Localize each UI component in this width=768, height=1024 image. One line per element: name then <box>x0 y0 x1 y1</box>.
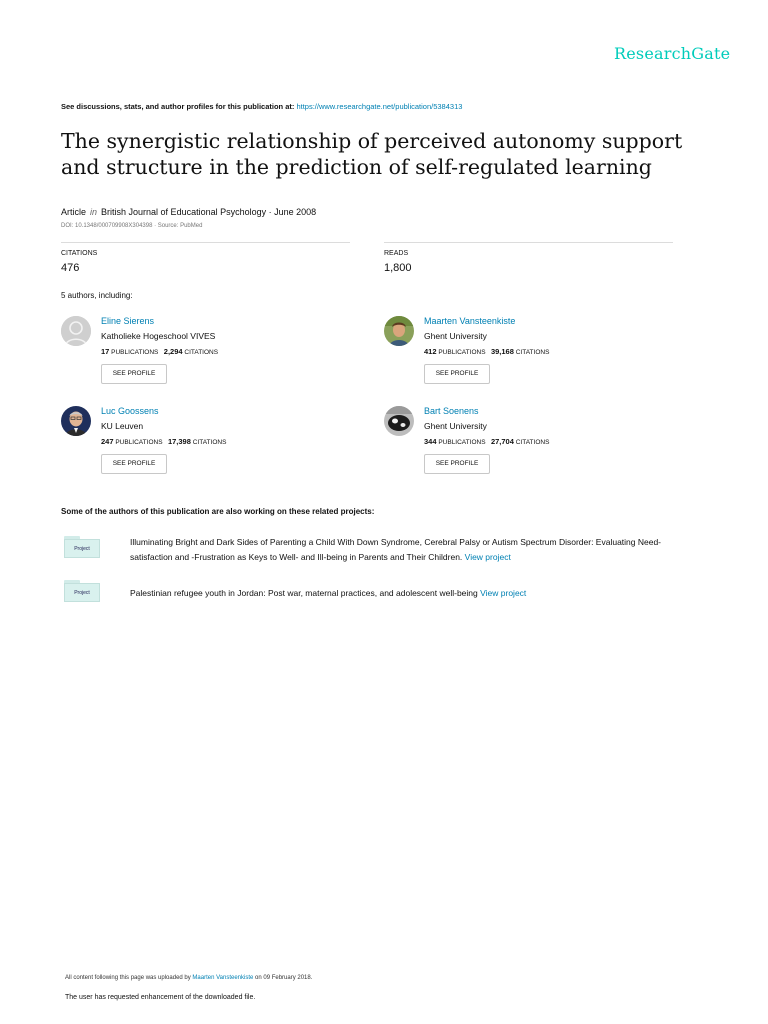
citations-count: 2,294 <box>163 347 183 356</box>
researchgate-logo[interactable]: ResearchGate <box>614 44 731 63</box>
author-stats <box>424 347 549 356</box>
see-profile-button[interactable]: SEE PROFILE <box>424 364 490 384</box>
in-label: in <box>90 207 98 217</box>
author-name[interactable]: Bart Soenens <box>424 406 479 416</box>
author-stats <box>101 347 218 356</box>
author-card <box>384 316 684 396</box>
upload-prefix: All content following this page was uploaded by <box>65 975 193 981</box>
user-placeholder-icon <box>61 316 91 346</box>
author-institution: Ghent University <box>424 331 487 341</box>
publications-label: PUBLICATIONS <box>111 349 159 356</box>
paper-meta <box>61 207 316 217</box>
journal-date: British Journal of Educational Psychology · June 2008 <box>101 207 317 217</box>
author-photo-icon <box>384 316 414 346</box>
author-name[interactable]: Maarten Vansteenkiste <box>424 316 516 326</box>
citations-label: CITATIONS <box>61 250 98 257</box>
view-project-link[interactable]: View project <box>464 552 511 562</box>
citations-label: CITATIONS <box>515 439 550 446</box>
citations-count: 17,398 <box>167 437 191 446</box>
authors-heading: 5 authors, including: <box>61 291 133 300</box>
author-institution: Katholieke Hogeschool VIVES <box>101 331 216 341</box>
project-icon-label: Project <box>64 539 100 558</box>
project-text: Illuminating Bright and Dark Sides of Parenting a Child With Down Syndrome, Cerebral Palsy or Autism Spectrum Disorder: Evaluating Need-satisfaction and -Frustration as Keys to Well- and Ill-being in Parents and Their Children. <box>130 537 662 562</box>
author-institution: Ghent University <box>424 421 487 431</box>
citations-label: CITATIONS <box>184 349 219 356</box>
disclaimer <box>61 102 462 111</box>
publications-count: 247 <box>101 437 114 446</box>
paper-title: The synergistic relationship of perceived autonomy support and structure in the prediction of self-regulated learning <box>61 129 683 179</box>
author-stats <box>424 437 549 446</box>
publications-count: 412 <box>424 347 437 356</box>
avatar[interactable] <box>384 316 414 346</box>
author-card <box>384 406 684 486</box>
author-institution: KU Leuven <box>101 421 144 431</box>
reads-label: READS <box>384 250 409 257</box>
see-profile-button[interactable]: SEE PROFILE <box>101 364 167 384</box>
project-folder-icon[interactable] <box>64 536 100 558</box>
publication-url-link[interactable]: https://www.researchgate.net/publication/5384313 <box>296 102 463 111</box>
citations-label: CITATIONS <box>515 349 550 356</box>
upload-notice <box>65 975 312 981</box>
see-profile-button[interactable]: SEE PROFILE <box>424 454 490 474</box>
citations-label: CITATIONS <box>192 439 227 446</box>
reads-value: 1,800 <box>384 262 412 274</box>
doi-source: DOI: 10.1348/000709908X304398 · Source: PubMed <box>61 223 203 229</box>
publications-count: 344 <box>424 437 437 446</box>
paper-type: Article <box>61 207 87 217</box>
publications-label: PUBLICATIONS <box>438 349 486 356</box>
project-folder-icon[interactable] <box>64 580 100 602</box>
avatar[interactable] <box>61 406 91 436</box>
citations-count: 27,704 <box>490 437 514 446</box>
citations-divider <box>61 242 350 243</box>
publications-label: PUBLICATIONS <box>438 439 486 446</box>
project-icon-label: Project <box>64 583 100 602</box>
author-photo-icon <box>61 406 91 436</box>
author-card <box>61 406 361 486</box>
author-stats <box>101 437 226 446</box>
disclaimer-text: See discussions, stats, and author profiles for this publication at: <box>61 102 297 111</box>
reads-divider <box>384 242 673 243</box>
view-project-link[interactable]: View project <box>480 588 527 598</box>
citations-value: 476 <box>61 262 80 274</box>
project-item <box>130 535 700 565</box>
publications-label: PUBLICATIONS <box>115 439 163 446</box>
project-text: Palestinian refugee youth in Jordan: Post war, maternal practices, and adolescent well-being <box>130 588 478 598</box>
author-name[interactable]: Eline Sierens <box>101 316 155 326</box>
uploader-link[interactable]: Maarten Vansteenkiste <box>192 975 254 981</box>
author-card <box>61 316 361 396</box>
project-item <box>130 586 700 601</box>
upload-suffix: on 09 February 2018. <box>253 975 313 981</box>
publications-count: 17 <box>101 347 110 356</box>
avatar[interactable] <box>384 406 414 436</box>
projects-heading: Some of the authors of this publication are also working on these related projects: <box>61 507 375 516</box>
enhancement-notice: The user has requested enhancement of the downloaded file. <box>65 994 256 1001</box>
avatar[interactable] <box>61 316 91 346</box>
author-photo-icon <box>384 406 414 436</box>
author-name[interactable]: Luc Goossens <box>101 406 159 416</box>
citations-count: 39,168 <box>490 347 514 356</box>
see-profile-button[interactable]: SEE PROFILE <box>101 454 167 474</box>
